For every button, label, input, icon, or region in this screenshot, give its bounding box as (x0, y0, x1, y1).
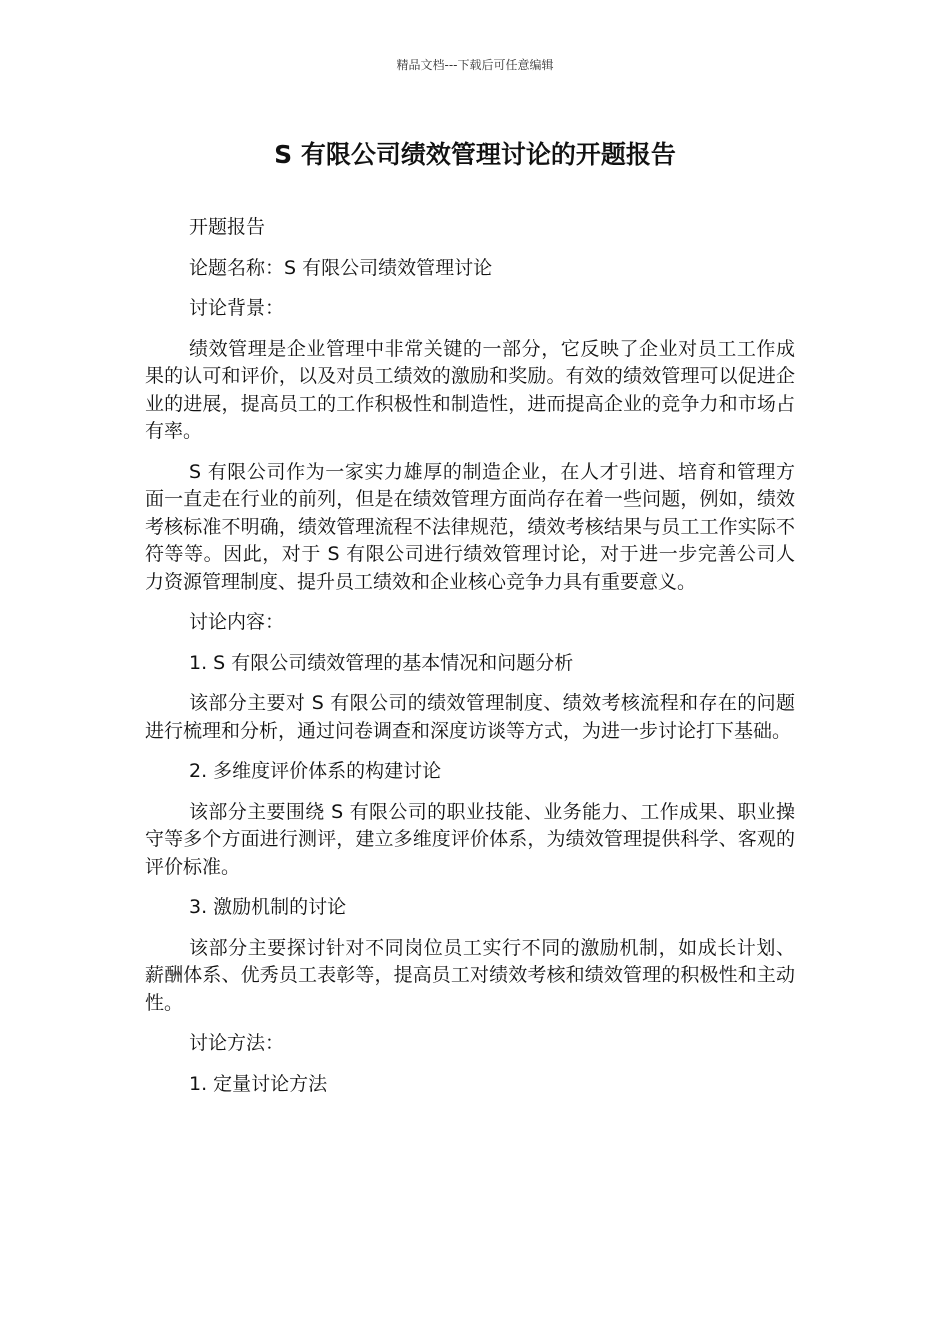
paragraph-background-1: 绩效管理是企业管理中非常关键的一部分，它反映了企业对员工工作成果的认可和评价，以及对员工绩效的激励和奖励。有效的绩效管理可以促进企业的进展，提高员工的工作积极性和制造性，进而提高企业的竞争力和市场占有率。 (145, 337, 795, 442)
item-2-body: 该部分主要围绕 S 有限公司的职业技能、业务能力、工作成果、职业操守等多个方面进行测评，建立多维度评价体系，为绩效管理提供科学、客观的评价标准。 (145, 800, 795, 878)
item-3-title: 3. 激励机制的讨论 (189, 896, 347, 918)
item-1-title: 1. S 有限公司绩效管理的基本情况和问题分析 (189, 651, 574, 674)
heading-background: 讨论背景： (189, 297, 285, 319)
item-3-body: 该部分主要探讨针对不同岗位员工实行不同的激励机制，如成长计划、薪酬体系、优秀员工表彰等，提高员工对绩效考核和绩效管理的积极性和主动性。 (145, 936, 795, 1014)
header-note: 精品文档---下载后可任意编辑 (396, 58, 554, 72)
item-2-title: 2. 多维度评价体系的构建讨论 (189, 760, 442, 782)
heading-content: 讨论内容： (189, 611, 285, 633)
document-title: S 有限公司绩效管理讨论的开题报告 (274, 140, 676, 169)
item-1-body: 该部分主要对 S 有限公司的绩效管理制度、绩效考核流程和存在的问题进行梳理和分析，通过问卷调查和深度访谈等方式，为进一步讨论打下基础。 (145, 692, 795, 742)
paragraph-report-label: 开题报告 (189, 216, 266, 238)
paragraph-topic-name: 论题名称：S 有限公司绩效管理讨论 (189, 256, 493, 279)
method-1-title: 1. 定量讨论方法 (189, 1072, 328, 1095)
document-body (145, 214, 795, 1111)
heading-methods: 讨论方法： (189, 1032, 285, 1054)
paragraph-background-2: S 有限公司作为一家实力雄厚的制造企业，在人才引进、培育和管理方面一直走在行业的前列，但是在绩效管理方面尚存在着一些问题，例如，绩效考核标准不明确，绩效管理流程不法律规范，绩效考核结果与员工工作实际不符等等。因此，对于 S 有限公司进行绩效管理讨论，对于进一步完善公司人力资源管理制度、提升员工绩效和企业核心竞争力具有重要意义。 (145, 460, 795, 593)
